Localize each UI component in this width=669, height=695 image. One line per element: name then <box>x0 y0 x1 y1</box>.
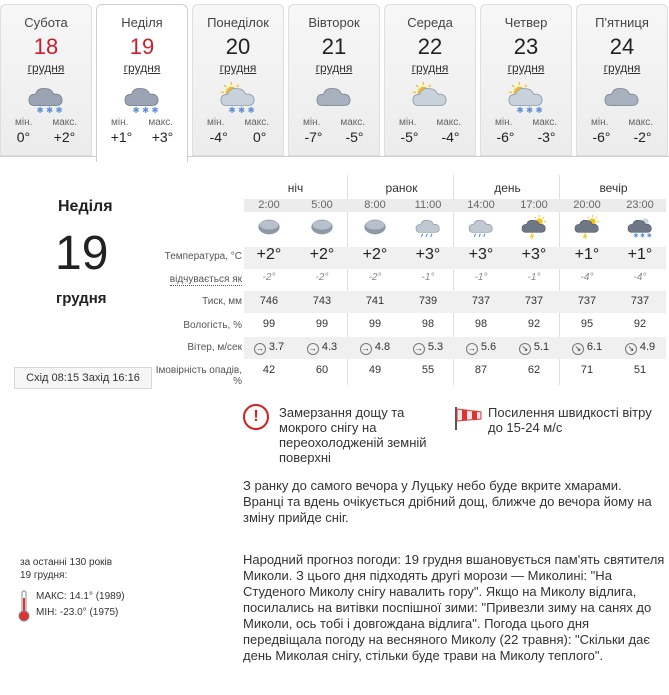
svg-text:✱ ✱ ✱: ✱ ✱ ✱ <box>633 233 652 239</box>
hour-pressure: 746 <box>259 295 279 307</box>
overcast-icon <box>350 215 400 244</box>
hour-humidity: 98 <box>421 318 435 330</box>
day-tabs <box>0 0 669 160</box>
day-tab-min: -6° <box>496 129 515 145</box>
hour-wind: → 4.3 <box>308 341 338 353</box>
day-tab-min: -6° <box>592 129 611 145</box>
day-tab-date: 18 <box>33 34 59 59</box>
hour-feels-like: -2° <box>262 272 276 283</box>
hour-time: 2:00 <box>258 199 280 211</box>
day-tab-month[interactable]: грудня <box>507 61 545 75</box>
hour-pressure: 741 <box>365 295 385 307</box>
day-tab-21[interactable] <box>288 4 380 156</box>
day-tab-min: -4° <box>209 129 228 145</box>
hour-precip: 51 <box>633 364 647 376</box>
row-label-humidity: Вологість, % <box>183 320 242 331</box>
day-tab-min-label: мін. <box>302 117 321 128</box>
day-tab-max: -2° <box>633 129 652 145</box>
day-tab-min-label: мін. <box>590 117 609 128</box>
hour-time: 8:00 <box>364 199 386 211</box>
hour-humidity: 95 <box>580 318 594 330</box>
day-tab-max-label: макс. <box>52 117 78 128</box>
day-tab-22[interactable] <box>384 4 476 156</box>
wind-direction-icon: → <box>361 344 370 353</box>
selected-day-name: Неділя <box>58 198 113 215</box>
row-label-feel[interactable]: відчувається як <box>169 274 242 285</box>
hour-pressure: 739 <box>418 295 438 307</box>
day-tab-month[interactable]: грудня <box>315 61 353 75</box>
storm-cloud-icon <box>562 215 612 244</box>
hour-feels-like: -1° <box>527 272 541 283</box>
hour-humidity: 92 <box>633 318 647 330</box>
cloud-icon <box>600 81 644 115</box>
hour-time: 23:00 <box>626 199 654 211</box>
thermometer-icon <box>18 590 30 622</box>
day-tab-min: 0° <box>16 129 31 145</box>
hour-feels-like: -4° <box>580 272 594 283</box>
hour-feels-like: -2° <box>315 272 329 283</box>
hour-temp: +3° <box>521 246 547 263</box>
day-tab-date: 21 <box>321 34 347 59</box>
hour-wind: → 4.8 <box>361 341 391 353</box>
folk-forecast: Народний прогноз погоди: 19 грудня вшановується пам'ять святителя Миколи. З цього дня підходять другі морози — Миколині: "На Студеного Миколу снігу навалить гору". Якщо на Миколу відлига, посилались на витівки поспішної зими: "Привезли зиму на санях до Миколи, ось тобі і довгождана відлига". Погода цього дня передвіщала погоду на весняного Миколу (22 травня): "Скільки дає день Миколая снігу, стільки буде трави на Миколу теплого". <box>243 552 665 663</box>
wind-direction-icon: → <box>255 344 264 353</box>
history-caption: за останні 130 років <box>20 557 113 568</box>
day-tab-date: 22 <box>417 34 443 59</box>
hour-wind: → 5.3 <box>414 341 444 353</box>
day-tab-weekday: Вівторок <box>308 15 360 30</box>
day-tab-min-label: мін. <box>398 117 417 128</box>
day-tab-min: -5° <box>400 129 419 145</box>
day-tab-18[interactable] <box>0 4 92 156</box>
hour-pressure: 743 <box>312 295 332 307</box>
hour-pressure: 737 <box>524 295 544 307</box>
row-label-temp: Температура, °C <box>164 251 242 262</box>
wind-direction-icon: → <box>414 344 423 353</box>
warning-freezing-rain: Замерзання дощу та мокрого снігу на переохолодженій земній поверхні <box>279 405 427 465</box>
day-tab-weekday: Неділя <box>121 15 163 30</box>
day-tab-20[interactable] <box>192 4 284 156</box>
hour-time: 5:00 <box>311 199 333 211</box>
day-tab-max-label: макс. <box>436 117 462 128</box>
day-tab-month[interactable]: грудня <box>123 61 161 75</box>
day-tab-date: 19 <box>129 34 155 59</box>
hour-pressure: 737 <box>577 295 597 307</box>
hour-feels-like: -1° <box>474 272 488 283</box>
hour-precip: 87 <box>474 364 488 376</box>
day-tab-weekday: Понеділок <box>207 15 269 30</box>
history-date: 19 грудня: <box>20 570 68 581</box>
hour-wind: ↘ 6.1 <box>562 341 612 355</box>
cloud-icon <box>312 81 356 115</box>
hour-precip: 62 <box>527 364 541 376</box>
hour-time: 20:00 <box>573 199 601 211</box>
hour-temp: +1° <box>627 246 653 263</box>
wind-direction-icon: ↘ <box>572 343 584 355</box>
hour-pressure: 737 <box>630 295 650 307</box>
svg-text:✱ ✱ ✱: ✱ ✱ ✱ <box>228 105 255 115</box>
hour-precip: 42 <box>262 364 276 376</box>
row-label-pressure: Тиск, мм <box>202 296 242 307</box>
hour-humidity: 99 <box>315 318 329 330</box>
warning-wind: Посилення швидкості вітру до 15-24 м/с <box>488 405 652 435</box>
day-tab-min-label: мін. <box>494 117 513 128</box>
day-tab-24[interactable] <box>576 4 668 156</box>
day-tab-max: 0° <box>252 129 267 145</box>
hour-time: 11:00 <box>414 199 442 211</box>
day-tab-max-label: макс. <box>244 117 270 128</box>
hour-wind: → 5.6 <box>467 341 497 353</box>
day-tab-max: +2° <box>53 129 76 145</box>
hour-temp: +3° <box>415 246 441 263</box>
wind-direction-icon: → <box>308 344 317 353</box>
hour-temp: +2° <box>362 246 388 263</box>
overcast-icon <box>244 215 294 244</box>
hour-humidity: 99 <box>368 318 382 330</box>
day-tab-weekday: Субота <box>24 15 68 30</box>
day-tab-min: +1° <box>110 129 133 145</box>
period-header-1: ранок <box>385 181 418 195</box>
hour-pressure: 737 <box>471 295 491 307</box>
wind-direction-icon: ↘ <box>625 343 637 355</box>
svg-text:✱ ✱ ✱: ✱ ✱ ✱ <box>132 105 159 115</box>
day-tab-month[interactable]: грудня <box>219 61 257 75</box>
day-tab-max-label: макс. <box>628 117 654 128</box>
svg-text:✱ ✱ ✱: ✱ ✱ ✱ <box>516 105 543 115</box>
day-tab-date: 24 <box>609 34 635 59</box>
hour-humidity: 98 <box>474 318 488 330</box>
day-tab-min-label: мін. <box>206 117 225 128</box>
hour-precip: 60 <box>315 364 329 376</box>
hour-feels-like: -4° <box>633 272 647 283</box>
sunrise-sunset: Схід 08:15 Захід 16:16 <box>14 367 152 389</box>
day-tab-max-label: макс. <box>340 117 366 128</box>
day-tab-max: -4° <box>441 129 460 145</box>
day-tab-max-label: макс. <box>148 117 174 128</box>
day-tab-weekday: Середа <box>407 15 453 30</box>
hour-temp: +3° <box>468 246 494 263</box>
selected-day-month: грудня <box>56 290 107 307</box>
sun-cloud-snow-icon <box>504 81 548 115</box>
hour-humidity: 92 <box>527 318 541 330</box>
day-tab-19[interactable] <box>96 4 188 162</box>
cloud-drizzle-icon <box>456 215 506 244</box>
exclamation-icon: ! <box>243 404 269 430</box>
day-tab-min-label: мін. <box>110 117 129 128</box>
hour-wind: ↘ 4.9 <box>615 341 665 355</box>
hour-precip: 71 <box>580 364 594 376</box>
day-tab-max: -3° <box>537 129 556 145</box>
hour-precip: 55 <box>421 364 435 376</box>
day-tab-weekday: Четвер <box>504 15 548 30</box>
history-min: МІН: -23.0° (1975) <box>36 607 119 618</box>
hour-temp: +2° <box>256 246 282 263</box>
row-label-wind: Вітер, м/сек <box>187 342 242 353</box>
day-tab-min: -7° <box>304 129 323 145</box>
hour-feels-like: -2° <box>368 272 382 283</box>
day-tab-max: +3° <box>151 129 174 145</box>
period-header-2: день <box>494 181 521 195</box>
hour-precip: 49 <box>368 364 382 376</box>
hour-feels-like: -1° <box>421 272 435 283</box>
sun-cloud-icon <box>408 81 452 115</box>
wind-direction-icon: ↘ <box>519 343 531 355</box>
day-tab-month[interactable]: грудня <box>603 61 641 75</box>
windsock-icon <box>453 405 483 431</box>
cloud-snow-night-icon <box>615 215 665 244</box>
day-tab-weekday: П'ятниця <box>595 15 649 30</box>
selected-day-number: 19 <box>55 227 109 280</box>
wind-direction-icon: → <box>467 344 476 353</box>
day-tab-23[interactable] <box>480 4 572 156</box>
day-tab-max: -5° <box>345 129 364 145</box>
row-label-precip: Імовірність опадів, % <box>155 365 242 387</box>
hour-temp: +1° <box>574 246 600 263</box>
day-tab-month[interactable]: грудня <box>27 61 65 75</box>
hour-wind: → 3.7 <box>255 341 285 353</box>
hour-temp: +2° <box>309 246 335 263</box>
forecast-description: З ранку до самого вечора у Луцьку небо буде вкрите хмарами. Вранці та вдень очікується дрібний дощ, ближче до вечора йому на зміну прийде сніг. <box>243 478 652 525</box>
day-tab-max-label: макс. <box>532 117 558 128</box>
day-tab-date: 23 <box>513 34 539 59</box>
day-tab-min-label: мін. <box>14 117 33 128</box>
sun-cloud-snow-icon <box>216 81 260 115</box>
svg-text:✱ ✱ ✱: ✱ ✱ ✱ <box>36 105 63 115</box>
hour-wind: ↘ 5.1 <box>509 341 559 355</box>
period-header-3: вечір <box>599 181 628 195</box>
overcast-icon <box>297 215 347 244</box>
hour-time: 14:00 <box>467 199 495 211</box>
storm-cloud-icon <box>509 215 559 244</box>
day-tab-month[interactable]: грудня <box>411 61 449 75</box>
cloud-snow-icon <box>120 81 164 115</box>
period-header-0: ніч <box>287 181 304 195</box>
cloud-drizzle-icon <box>403 215 453 244</box>
hour-time: 17:00 <box>520 199 548 211</box>
history-max: МАКС: 14.1° (1989) <box>36 591 125 602</box>
hour-humidity: 99 <box>262 318 276 330</box>
day-tab-date: 20 <box>225 34 251 59</box>
cloud-snow-icon <box>24 81 68 115</box>
